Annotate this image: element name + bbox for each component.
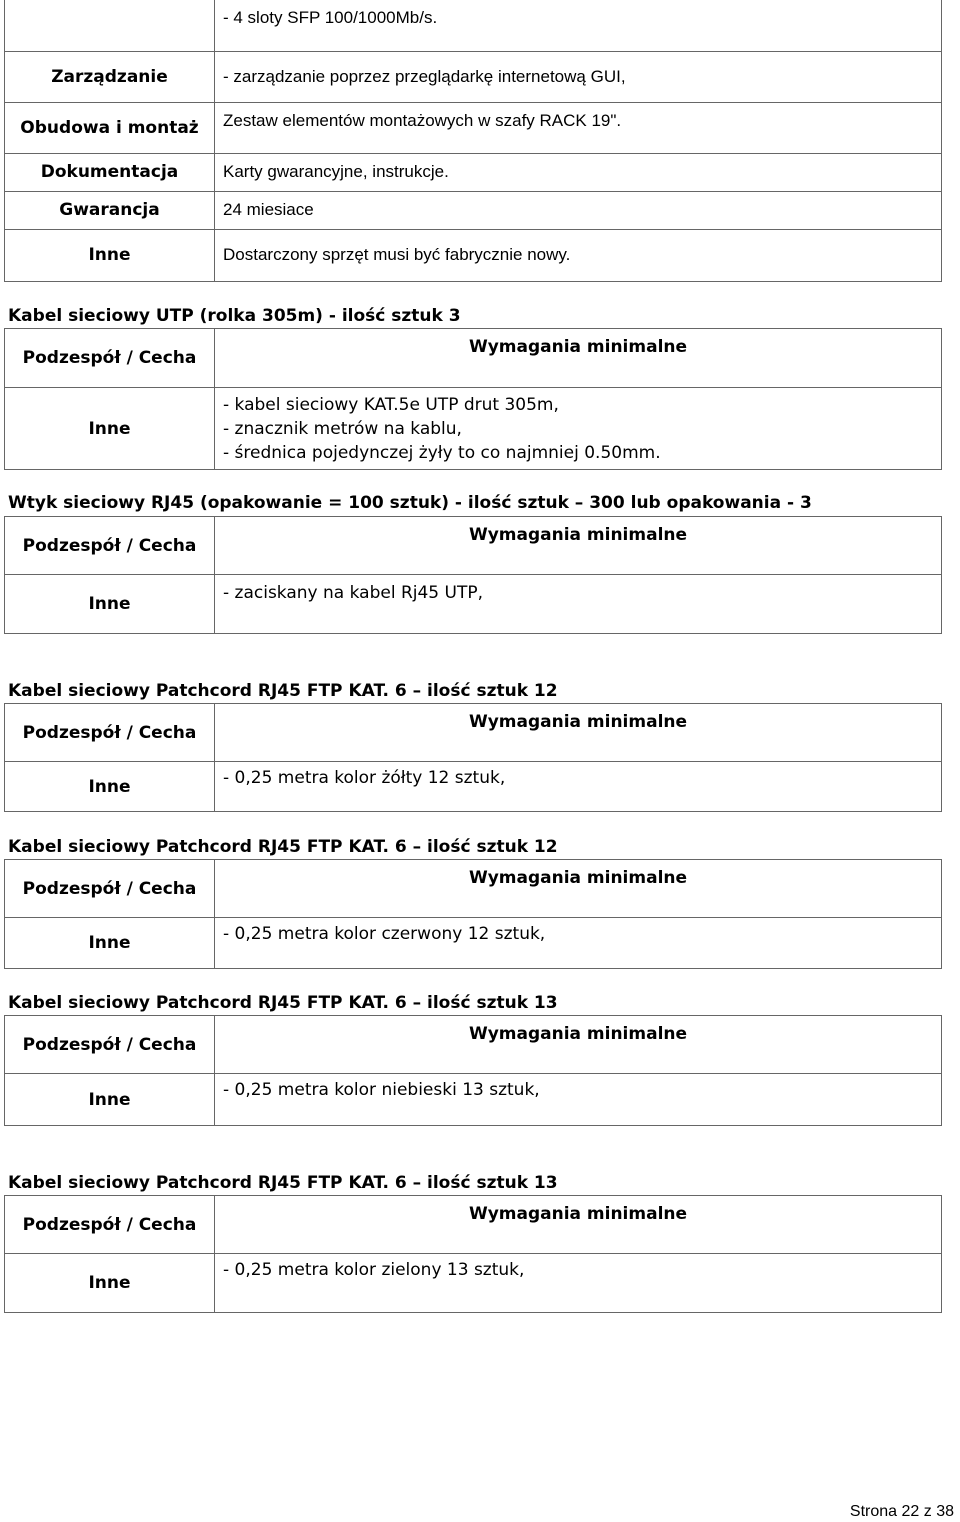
spec-line: - średnica pojedynczej żyły to co najmniej 0.50mm. <box>223 442 661 463</box>
row-label: Inne <box>5 918 215 969</box>
table-row <box>5 102 942 153</box>
header-label: Podzespół / Cecha <box>5 329 215 388</box>
row-value: Zestaw elementów montażowych w szafy RACK 19". <box>215 102 942 153</box>
row-label: Obudowa i montaż <box>5 102 215 153</box>
row-value: Dostarczony sprzęt musi być fabrycznie nowy. <box>215 229 942 281</box>
table-row <box>5 762 942 812</box>
row-value: 24 miesiace <box>215 191 942 229</box>
section-title: Kabel sieciowy Patchcord RJ45 FTP KAT. 6 – ilość sztuk 12 <box>8 837 558 857</box>
spec-line: - zaciskany na kabel Rj45 UTP, <box>223 583 483 603</box>
header-label: Podzespół / Cecha <box>5 1196 215 1254</box>
header-value: Wymagania minimalne <box>215 1016 942 1074</box>
row-label: Inne <box>5 1074 215 1126</box>
table-header-row <box>5 860 942 918</box>
spec-table <box>4 859 942 969</box>
spec-line: - 0,25 metra kolor zielony 13 sztuk, <box>223 1260 525 1280</box>
section-title: Kabel sieciowy UTP (rolka 305m) - ilość sztuk 3 <box>8 306 461 326</box>
section-title: Wtyk sieciowy RJ45 (opakowanie = 100 sztuk) - ilość sztuk – 300 lub opakowania - 3 <box>8 493 812 513</box>
table-header-row <box>5 1196 942 1254</box>
table-row <box>5 1074 942 1126</box>
table-row <box>5 0 942 51</box>
table-row <box>5 191 942 229</box>
header-value: Wymagania minimalne <box>215 517 942 575</box>
row-value: - 4 sloty SFP 100/1000Mb/s. <box>215 0 942 51</box>
header-value: Wymagania minimalne <box>215 860 942 918</box>
row-label: Dokumentacja <box>5 153 215 191</box>
row-value <box>215 1074 942 1126</box>
spec-line: - 0,25 metra kolor niebieski 13 sztuk, <box>223 1080 540 1100</box>
section-title: Kabel sieciowy Patchcord RJ45 FTP KAT. 6 – ilość sztuk 13 <box>8 1173 558 1193</box>
header-label: Podzespół / Cecha <box>5 1016 215 1074</box>
table-row <box>5 51 942 102</box>
row-value <box>215 1254 942 1313</box>
spec-table <box>4 1015 942 1126</box>
section-title: Kabel sieciowy Patchcord RJ45 FTP KAT. 6 – ilość sztuk 12 <box>8 681 558 701</box>
table-row <box>5 229 942 281</box>
table-row <box>5 1254 942 1313</box>
spec-table <box>4 703 942 812</box>
header-value: Wymagania minimalne <box>215 1196 942 1254</box>
header-label: Podzespół / Cecha <box>5 517 215 575</box>
row-value <box>215 388 942 470</box>
row-label: Inne <box>5 762 215 812</box>
table-row <box>5 153 942 191</box>
table-header-row <box>5 704 942 762</box>
top-spec-table <box>4 0 942 282</box>
row-label: Inne <box>5 1254 215 1313</box>
spec-table <box>4 328 942 470</box>
spec-line: - 0,25 metra kolor czerwony 12 sztuk, <box>223 924 546 944</box>
row-label: Inne <box>5 575 215 634</box>
table-row <box>5 918 942 969</box>
spec-line: - znacznik metrów na kablu, <box>223 418 462 439</box>
table-row <box>5 575 942 634</box>
table-header-row <box>5 329 942 388</box>
row-label: Zarządzanie <box>5 51 215 102</box>
row-label: Gwarancja <box>5 191 215 229</box>
row-label: Inne <box>5 229 215 281</box>
table-header-row <box>5 1016 942 1074</box>
table-row <box>5 388 942 470</box>
spec-table <box>4 516 942 634</box>
section-title: Kabel sieciowy Patchcord RJ45 FTP KAT. 6 – ilość sztuk 13 <box>8 993 558 1013</box>
spec-line: - kabel sieciowy KAT.5e UTP drut 305m, <box>223 394 559 415</box>
header-value: Wymagania minimalne <box>215 329 942 388</box>
row-value <box>215 762 942 812</box>
header-value: Wymagania minimalne <box>215 704 942 762</box>
table-header-row <box>5 517 942 575</box>
row-value: - zarządzanie poprzez przeglądarkę internetową GUI, <box>215 51 942 102</box>
header-label: Podzespół / Cecha <box>5 704 215 762</box>
spec-line: - 0,25 metra kolor żółty 12 sztuk, <box>223 768 506 788</box>
row-value <box>215 575 942 634</box>
row-value <box>215 918 942 969</box>
row-label: Inne <box>5 388 215 470</box>
row-value: Karty gwarancyjne, instrukcje. <box>215 153 942 191</box>
spec-table <box>4 1195 942 1313</box>
page-number: Strona 22 z 38 <box>849 1503 954 1520</box>
row-label <box>5 0 215 51</box>
header-label: Podzespół / Cecha <box>5 860 215 918</box>
